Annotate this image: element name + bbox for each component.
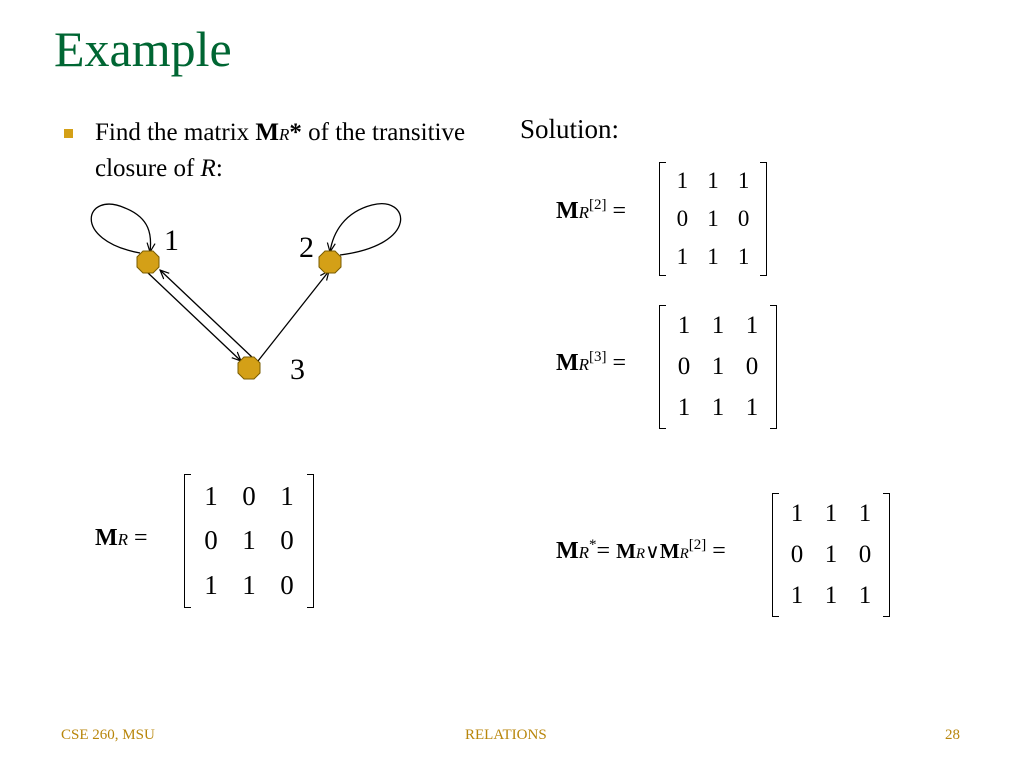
matrix-mrstar: [772, 493, 890, 617]
node-1: [137, 251, 159, 273]
matrix-cell: 0: [858, 540, 872, 568]
mrstar-label: MR*= MR∨MR[2] =: [556, 537, 726, 564]
matrix-cell: 1: [737, 244, 750, 269]
loop-edge-1: [91, 204, 150, 253]
matrix-mr2: [659, 162, 767, 276]
matrix-cell: 1: [676, 244, 689, 269]
matrix-cell: 1: [204, 570, 218, 601]
matrix-mr-grid: [184, 474, 314, 608]
mr2-label: MR[2] =: [556, 197, 627, 224]
bullet-text: Find the matrix MR* of the transitive closure of R:: [95, 119, 466, 182]
matrix-cell: 1: [737, 168, 750, 193]
matrix-mr3-grid: [659, 305, 777, 429]
footer-page-number: 28: [945, 727, 960, 743]
matrix-cell: 1: [242, 570, 256, 601]
matrix-mr2-grid: [659, 162, 767, 276]
matrix-cell: 1: [790, 582, 804, 610]
mr3-label: MR[3] =: [556, 349, 627, 376]
matrix-cell: 1: [204, 480, 218, 511]
matrix-cell: 1: [858, 582, 872, 610]
matrix-cell: 0: [242, 480, 256, 511]
matrix-cell: 1: [707, 168, 719, 193]
matrix-cell: 1: [242, 525, 256, 556]
matrix-mr: [184, 474, 314, 608]
matrix-cell: 0: [677, 352, 691, 380]
footer-section: RELATIONS: [465, 727, 547, 743]
edge-1-to-3: [147, 272, 241, 361]
matrix-cell: 1: [711, 311, 725, 339]
matrix-cell: 1: [676, 168, 689, 193]
matrix-cell: 0: [790, 540, 804, 568]
matrix-cell: 1: [711, 394, 725, 422]
node-label-3: 3: [290, 353, 305, 386]
node-label-1: 1: [164, 224, 179, 257]
matrix-cell: 0: [676, 206, 689, 231]
matrix-cell: 1: [711, 352, 725, 380]
matrix-mrstar-grid: [772, 493, 890, 617]
matrix-cell: 1: [677, 394, 691, 422]
node-label-2: 2: [299, 231, 314, 264]
loop-edge-2: [330, 204, 401, 255]
matrix-mr3: [659, 305, 777, 429]
matrix-cell: 1: [745, 394, 759, 422]
mr-label: MR =: [95, 525, 148, 551]
matrix-cell: 1: [707, 244, 719, 269]
footer-course: CSE 260, MSU: [61, 727, 155, 743]
matrix-cell: 1: [824, 499, 838, 527]
matrix-cell: 0: [204, 525, 218, 556]
matrix-cell: 1: [858, 499, 872, 527]
node-3: [238, 357, 260, 379]
matrix-cell: 0: [280, 525, 294, 556]
matrix-cell: 1: [824, 540, 838, 568]
matrix-cell: 0: [737, 206, 750, 231]
matrix-cell: 0: [745, 352, 759, 380]
matrix-cell: 1: [824, 582, 838, 610]
matrix-cell: 1: [280, 480, 294, 511]
matrix-cell: 1: [745, 311, 759, 339]
matrix-cell: 1: [707, 206, 719, 231]
solution-label: Solution:: [520, 114, 620, 144]
matrix-cell: 1: [677, 311, 691, 339]
edge-3-to-1: [160, 270, 254, 359]
node-2: [319, 251, 341, 273]
edge-3-to-2: [258, 271, 329, 361]
matrix-cell: 1: [790, 499, 804, 527]
matrix-cell: 0: [280, 570, 294, 601]
slide-title: Example: [54, 21, 232, 77]
